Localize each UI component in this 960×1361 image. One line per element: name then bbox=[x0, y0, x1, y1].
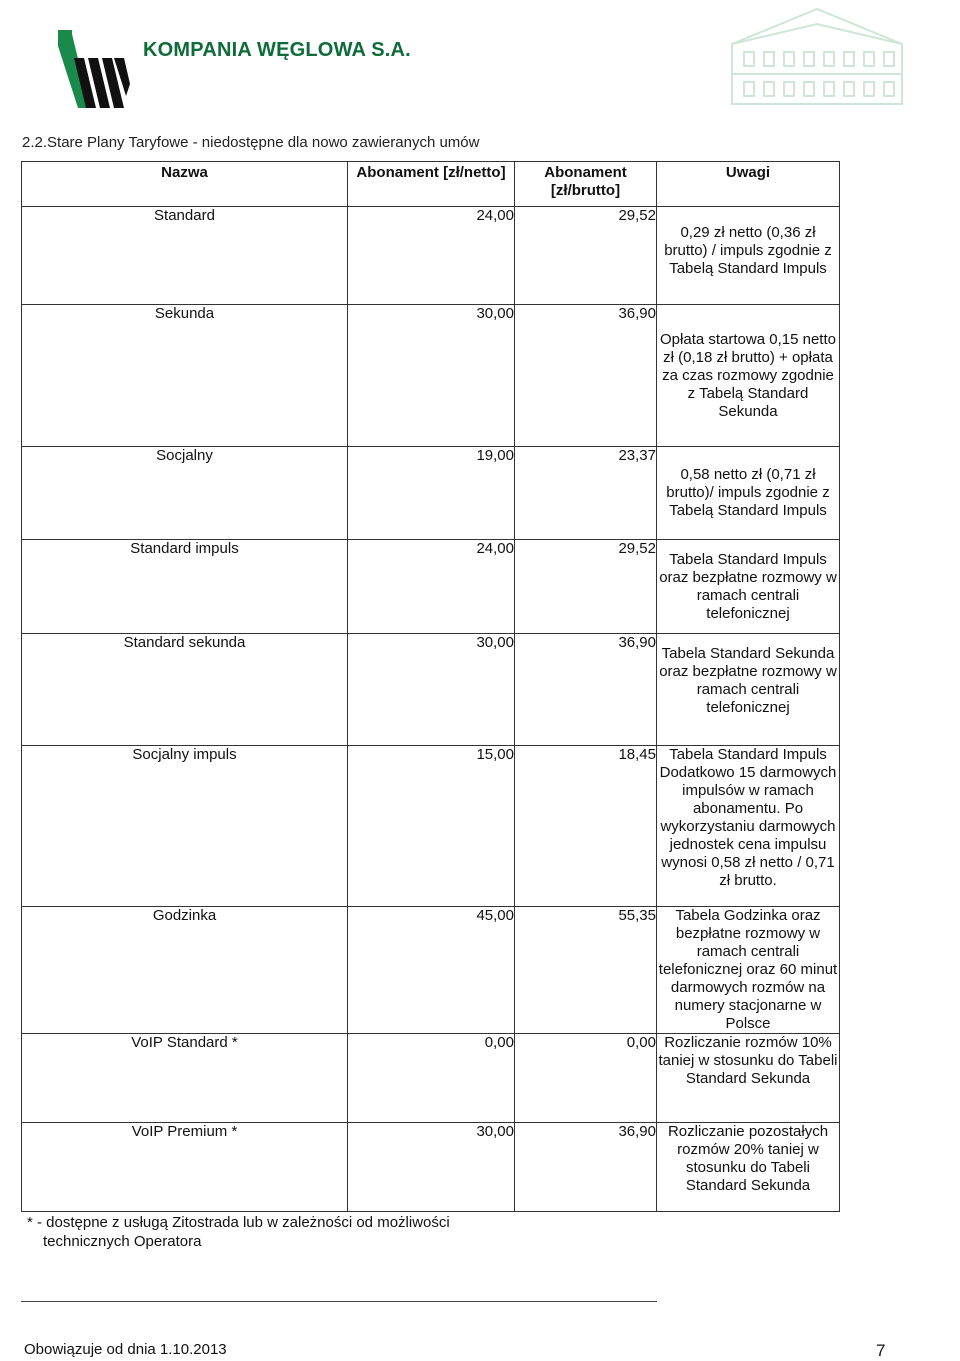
page-number: 7 bbox=[876, 1341, 886, 1360]
tariff-plans-table bbox=[21, 161, 840, 1212]
fee-gross: 29,52 bbox=[515, 540, 657, 634]
fee-gross: 18,45 bbox=[515, 746, 657, 907]
table-row bbox=[22, 305, 840, 447]
plan-note: 0,29 zł netto (0,36 zł brutto) / impuls zgodnie z Tabelą Standard Impuls bbox=[657, 207, 840, 305]
fee-gross: 36,90 bbox=[515, 1123, 657, 1212]
fee-net: 30,00 bbox=[348, 305, 515, 447]
plan-note: Rozliczanie rozmów 10% taniej w stosunku do Tabeli Standard Sekunda bbox=[657, 1034, 840, 1123]
building-watermark-icon bbox=[722, 4, 912, 116]
section-title: 2.2.Stare Plany Taryfowe - niedostępne dla nowo zawieranych umów bbox=[22, 134, 480, 151]
valid-from: Obowiązuje od dnia 1.10.2013 bbox=[24, 1341, 227, 1358]
plan-note: Rozliczanie pozostałych rozmów 20% taniej w stosunku do Tabeli Standard Sekunda bbox=[657, 1123, 840, 1212]
fee-net: 19,00 bbox=[348, 447, 515, 540]
plan-name: Godzinka bbox=[22, 907, 348, 1034]
table-row bbox=[22, 1034, 840, 1123]
table-row bbox=[22, 907, 840, 1034]
table-row bbox=[22, 207, 840, 305]
table-row bbox=[22, 1123, 840, 1212]
fee-gross: 55,35 bbox=[515, 907, 657, 1034]
footnote-line-2: technicznych Operatora bbox=[43, 1233, 202, 1250]
header-notes: Uwagi bbox=[657, 162, 840, 207]
plan-name: Standard bbox=[22, 207, 348, 305]
plan-name: Standard impuls bbox=[22, 540, 348, 634]
table-row bbox=[22, 746, 840, 907]
plan-name: Socjalny impuls bbox=[22, 746, 348, 907]
table-row bbox=[22, 447, 840, 540]
fee-gross: 36,90 bbox=[515, 305, 657, 447]
plan-name: Socjalny bbox=[22, 447, 348, 540]
table-row bbox=[22, 540, 840, 634]
plan-name: VoIP Standard * bbox=[22, 1034, 348, 1123]
plan-name: Standard sekunda bbox=[22, 634, 348, 746]
fee-gross: 29,52 bbox=[515, 207, 657, 305]
plan-note: 0,58 netto zł (0,71 zł brutto)/ impuls zgodnie z Tabelą Standard Impuls bbox=[657, 447, 840, 540]
footnote-line-1: * - dostępne z usługą Zitostrada lub w zależności od możliwości bbox=[27, 1214, 450, 1231]
footnote bbox=[27, 1213, 450, 1251]
company-name: KOMPANIA WĘGLOWA S.A. bbox=[143, 39, 411, 61]
fee-net: 0,00 bbox=[348, 1034, 515, 1123]
header-net: Abonament [zł/netto] bbox=[348, 162, 515, 207]
plan-note: Tabela Standard Impuls Dodatkowo 15 darmowych impulsów w ramach abonamentu. Po wykorzystaniu darmowych jednostek cena impulsu wynosi 0,58 zł netto / 0,71 zł brutto. bbox=[657, 746, 840, 907]
plan-name: Sekunda bbox=[22, 305, 348, 447]
plan-note: Opłata startowa 0,15 netto zł (0,18 zł brutto) + opłata za czas rozmowy zgodnie z Tabelą Standard Sekunda bbox=[657, 305, 840, 447]
plan-name: VoIP Premium * bbox=[22, 1123, 348, 1212]
kw-logo-icon bbox=[52, 28, 132, 110]
fee-gross: 0,00 bbox=[515, 1034, 657, 1123]
plan-note: Tabela Godzinka oraz bezpłatne rozmowy w ramach centrali telefonicznej oraz 60 minut darmowych rozmów na numery stacjonarne w Polsce bbox=[657, 907, 840, 1034]
fee-gross: 23,37 bbox=[515, 447, 657, 540]
footer-divider bbox=[21, 1301, 657, 1302]
header-name: Nazwa bbox=[22, 162, 348, 207]
fee-net: 24,00 bbox=[348, 540, 515, 634]
plan-note: Tabela Standard Impuls oraz bezpłatne rozmowy w ramach centrali telefonicznej bbox=[657, 540, 840, 634]
fee-net: 15,00 bbox=[348, 746, 515, 907]
header-gross: Abonament [zł/brutto] bbox=[515, 162, 657, 207]
fee-net: 45,00 bbox=[348, 907, 515, 1034]
fee-net: 24,00 bbox=[348, 207, 515, 305]
table-row bbox=[22, 634, 840, 746]
table-header-row bbox=[22, 162, 840, 207]
fee-gross: 36,90 bbox=[515, 634, 657, 746]
plan-note: Tabela Standard Sekunda oraz bezpłatne rozmowy w ramach centrali telefonicznej bbox=[657, 634, 840, 746]
fee-net: 30,00 bbox=[348, 634, 515, 746]
fee-net: 30,00 bbox=[348, 1123, 515, 1212]
